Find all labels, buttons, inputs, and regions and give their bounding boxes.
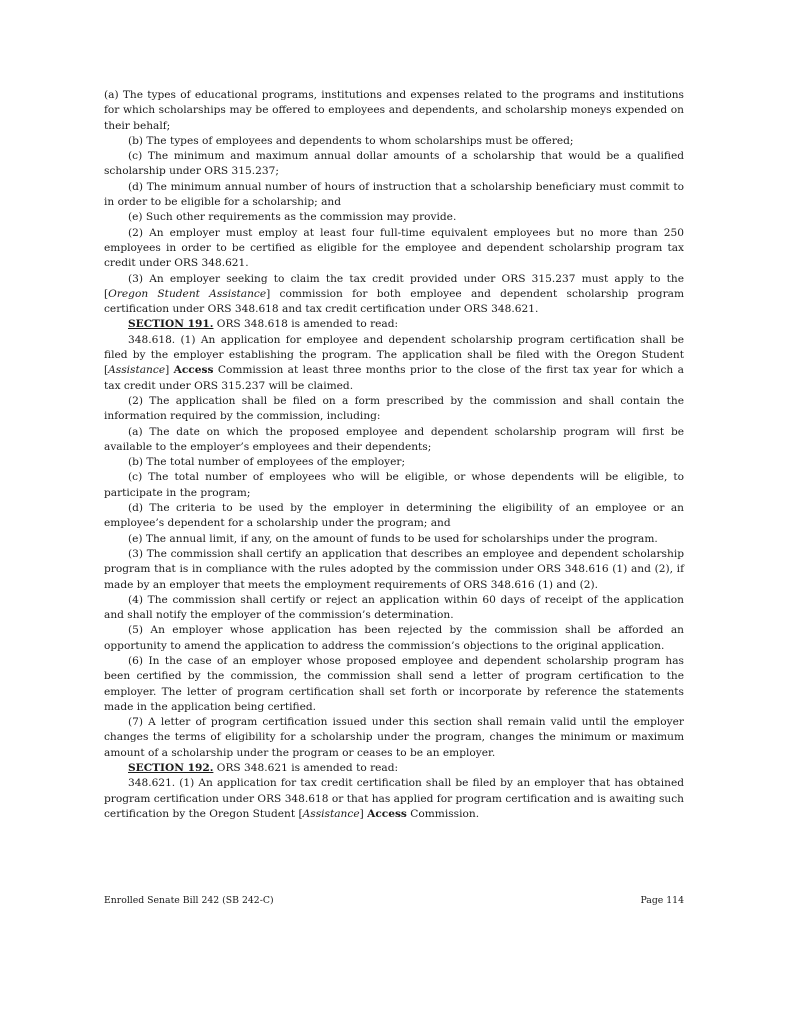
paragraph (104, 134, 684, 149)
section-heading: SECTION 191. (128, 318, 214, 331)
paragraph-text: (a) The date on which the proposed employee and dependent scholarship program will first be available to the employer’s employees and their dependents; (104, 425, 684, 453)
paragraph (104, 88, 684, 134)
bold-inserted-text: Access (173, 364, 214, 377)
paragraph-text: 348.618. (1) An application for employee and dependent scholarship program certification shall be filed by the employer establishing the program. The application shall be filed with the Oregon Student [ (104, 333, 684, 377)
paragraph (104, 776, 684, 822)
paragraph-text: ] (359, 807, 368, 820)
bold-inserted-text: Access (367, 807, 407, 820)
paragraph (104, 593, 684, 624)
paragraph (104, 210, 684, 225)
paragraph-text: ORS 348.621 is amended to read: (213, 762, 399, 775)
paragraph-text: (e) The annual limit, if any, on the amount of funds to be used for scholarships under the program. (128, 532, 658, 545)
section-heading: SECTION 192. (128, 762, 214, 775)
paragraph-text: (3) An employer seeking to claim the tax credit provided under ORS 315.237 must apply to the [ (104, 272, 684, 300)
paragraph (104, 532, 684, 547)
page-footer (104, 895, 684, 906)
paragraph-text: Commission. (406, 807, 480, 820)
paragraph (104, 455, 684, 470)
italic-deleted-text: Assistance (108, 364, 166, 377)
paragraph-text: (d) The criteria to be used by the employer in determining the eligibility of an employee or an employee’s dependent for a scholarship under the program; and (104, 502, 684, 530)
paragraph-text: (b) The total number of employees of the employer; (128, 456, 406, 469)
paragraph (104, 272, 684, 318)
paragraph (104, 180, 684, 211)
paragraph-text: (b) The types of employees and dependents to whom scholarships must be offered; (128, 134, 574, 147)
paragraph (104, 715, 684, 761)
footer-page-number: Page 114 (640, 895, 684, 906)
paragraph-text: (3) The commission shall certify an application that describes an employee and dependent scholarship program that is in compliance with the rules adopted by the commission under ORS 348.616 (1) and (2), if made by an employer that meets the employment requirements of ORS 348.616 (1) and (2). (104, 547, 684, 591)
paragraph (104, 226, 684, 272)
footer-bill-title: Enrolled Senate Bill 242 (SB 242-C) (104, 895, 274, 906)
paragraph-text: ORS 348.618 is amended to read: (213, 318, 399, 331)
document-body (104, 88, 684, 822)
paragraph (104, 547, 684, 593)
paragraph (104, 394, 684, 425)
paragraph-text: (4) The commission shall certify or reject an application within 60 days of receipt of the application and shall notify the employer of the commission’s determination. (104, 593, 684, 622)
paragraph-text: (c) The minimum and maximum annual dollar amounts of a scholarship that would be a qualified scholarship under ORS 315.237; (104, 150, 684, 178)
paragraph-text: (7) A letter of program certification issued under this section shall remain valid until the employer changes the terms of eligibility for a scholarship under the program, changes the minimum or maximum amount of a scholarship under the program or ceases to be an employer. (104, 716, 684, 759)
italic-deleted-text: Assistance (302, 807, 360, 820)
paragraph-text: ] (165, 364, 174, 377)
paragraph (104, 654, 684, 715)
paragraph-text: Commission at least three months prior to the close of the first tax year for which a tax credit under ORS 315.237 will be claimed. (104, 364, 684, 392)
paragraph-text: (5) An employer whose application has been rejected by the commission shall be afforded an opportunity to amend the application to address the commission’s objections to the original application. (104, 624, 684, 652)
paragraph-text: 348.621. (1) An application for tax credit certification shall be filed by an employer that has obtained program certification under ORS 348.618 or that has applied for program certification and is awaiting such certification by the Oregon Student [ (104, 777, 684, 820)
paragraph (104, 761, 684, 776)
paragraph (104, 623, 684, 654)
paragraph (104, 501, 684, 532)
paragraph (104, 470, 684, 501)
paragraph-text: (c) The total number of employees who will be eligible, or whose dependents will be eligible, to participate in the program; (104, 471, 684, 499)
italic-deleted-text: Oregon Student Assistance (108, 287, 267, 300)
paragraph-text: (e) Such other requirements as the commission may provide. (128, 211, 457, 224)
paragraph-text: (a) The types of educational programs, institutions and expenses related to the programs and institutions for which scholarships may be offered to employees and dependents, and scholarship moneys expended on their behalf; (104, 89, 684, 132)
paragraph-text: (6) In the case of an employer whose proposed employee and dependent scholarship program has been certified by the commission, the commission shall send a letter of program certification to the employer. The letter of program certification shall set forth or incorporate by reference the statements made in the application being certified. (104, 654, 684, 713)
paragraph (104, 317, 684, 332)
paragraph (104, 149, 684, 180)
paragraph (104, 333, 684, 394)
paragraph-text: (2) The application shall be filed on a form prescribed by the commission and shall contain the information required by the commission, including: (104, 394, 684, 423)
paragraph-text: (2) An employer must employ at least four full-time equivalent employees but no more than 250 employees in order to be certified as eligible for the employee and dependent scholarship program tax credit under ORS 348.621. (104, 226, 684, 270)
paragraph-text: ] commission for both employee and dependent scholarship program certification under ORS 348.618 and tax credit certification under ORS 348.621. (104, 287, 684, 316)
paragraph-text: (d) The minimum annual number of hours of instruction that a scholarship beneficiary must commit to in order to be eligible for a scholarship; and (104, 180, 684, 209)
paragraph (104, 425, 684, 456)
